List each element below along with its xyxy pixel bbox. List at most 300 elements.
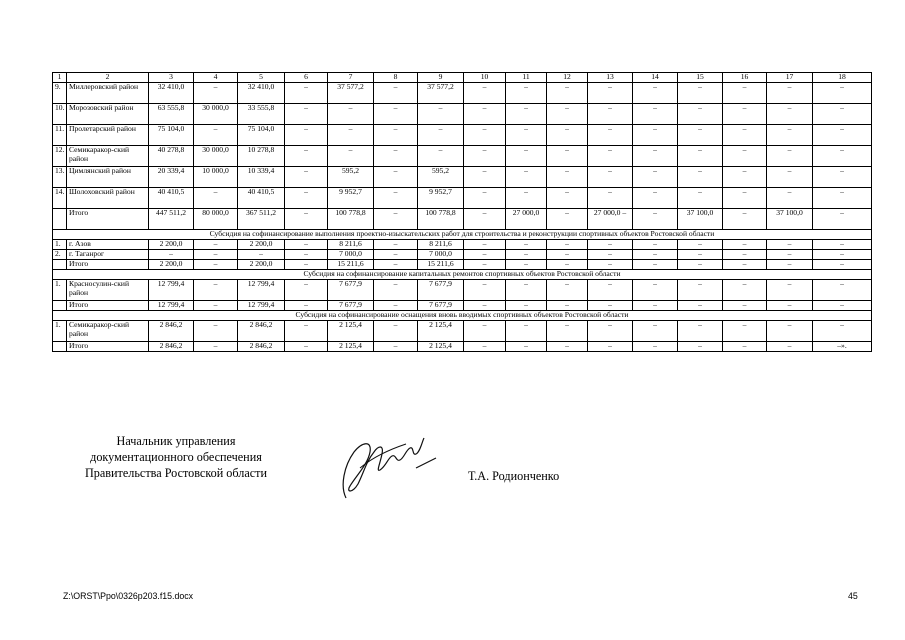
table-row [53, 125, 872, 146]
value-cell: – [723, 301, 767, 311]
value-cell: 37 100,0 [767, 209, 813, 230]
value-cell: – [464, 188, 506, 209]
table-row [53, 83, 872, 104]
row-name-cell: г. Таганрог [67, 250, 149, 260]
value-cell: – [767, 342, 813, 352]
value-cell: 37 577,2 [328, 83, 374, 104]
value-cell: – [547, 321, 588, 342]
value-cell: – [194, 83, 238, 104]
column-number-header: 3 [149, 73, 194, 83]
value-cell: – [194, 125, 238, 146]
value-cell: – [547, 167, 588, 188]
value-cell: – [678, 280, 723, 301]
value-cell: – [464, 167, 506, 188]
value-cell: – [374, 146, 418, 167]
row-name-cell: Шолоховский район [67, 188, 149, 209]
value-cell: – [678, 167, 723, 188]
value-cell: – [194, 321, 238, 342]
value-cell: – [194, 280, 238, 301]
value-cell: – [767, 260, 813, 270]
value-cell: – [328, 125, 374, 146]
value-cell: – [506, 342, 547, 352]
value-cell: – [813, 104, 872, 125]
value-cell: – [633, 83, 678, 104]
value-cell: – [723, 209, 767, 230]
value-cell: – [547, 146, 588, 167]
row-number-cell: 10. [53, 104, 67, 125]
column-number-header: 15 [678, 73, 723, 83]
value-cell: – [285, 342, 328, 352]
value-cell: – [506, 188, 547, 209]
value-cell: – [194, 188, 238, 209]
row-name-cell: Итого [67, 209, 149, 230]
value-cell: – [813, 250, 872, 260]
value-cell: – [813, 146, 872, 167]
value-cell: 12 799,4 [149, 280, 194, 301]
row-number-cell [53, 342, 67, 352]
value-cell: – [547, 240, 588, 250]
value-cell: – [547, 188, 588, 209]
value-cell: – [464, 342, 506, 352]
section-title: Субсидия на софинансирование капитальных ремонтов спортивных объектов Ростовской области [53, 270, 872, 280]
value-cell: – [506, 146, 547, 167]
value-cell: – [238, 250, 285, 260]
column-number-header: 10 [464, 73, 506, 83]
value-cell: 7 677,9 [418, 301, 464, 311]
value-cell: – [678, 260, 723, 270]
value-cell: – [813, 125, 872, 146]
value-cell: – [723, 104, 767, 125]
value-cell: – [547, 342, 588, 352]
value-cell: 40 410,5 [149, 188, 194, 209]
row-name-cell: Пролетарский район [67, 125, 149, 146]
value-cell: 27 000,0 – [588, 209, 633, 230]
value-cell: 63 555,8 [149, 104, 194, 125]
value-cell: – [678, 321, 723, 342]
column-number-header: 1 [53, 73, 67, 83]
value-cell: – [633, 146, 678, 167]
value-cell: – [547, 260, 588, 270]
value-cell: – [285, 260, 328, 270]
table-row [53, 146, 872, 167]
value-cell: – [506, 83, 547, 104]
value-cell: – [678, 250, 723, 260]
value-cell: – [633, 250, 678, 260]
value-cell: – [547, 125, 588, 146]
value-cell: – [506, 321, 547, 342]
value-cell: – [418, 146, 464, 167]
value-cell: – [464, 280, 506, 301]
value-cell: – [633, 260, 678, 270]
value-cell: – [633, 125, 678, 146]
value-cell: – [813, 209, 872, 230]
value-cell: 367 511,2 [238, 209, 285, 230]
value-cell: – [547, 209, 588, 230]
table-row [53, 209, 872, 230]
column-number-header: 13 [588, 73, 633, 83]
value-cell: – [328, 104, 374, 125]
value-cell: 12 799,4 [149, 301, 194, 311]
value-cell: 7 000,0 [418, 250, 464, 260]
value-cell: – [678, 301, 723, 311]
value-cell: 100 778,8 [328, 209, 374, 230]
row-name-cell: г. Азов [67, 240, 149, 250]
value-cell: 595,2 [418, 167, 464, 188]
value-cell: 32 410,0 [238, 83, 285, 104]
value-cell: – [813, 240, 872, 250]
row-number-cell: 1. [53, 321, 67, 342]
value-cell: 9 952,7 [418, 188, 464, 209]
value-cell: – [723, 240, 767, 250]
value-cell: 7 677,9 [328, 301, 374, 311]
value-cell: – [418, 104, 464, 125]
value-cell: – [464, 83, 506, 104]
value-cell: – [374, 104, 418, 125]
value-cell: – [588, 83, 633, 104]
value-cell: 2 125,4 [328, 321, 374, 342]
value-cell: – [285, 146, 328, 167]
value-cell: 8 211,6 [328, 240, 374, 250]
value-cell: – [506, 240, 547, 250]
value-cell: – [723, 250, 767, 260]
header-row [53, 73, 872, 83]
value-cell: – [328, 146, 374, 167]
value-cell: 40 410,5 [238, 188, 285, 209]
signer-name: Т.А. Родионченко [468, 469, 560, 483]
value-cell: – [633, 209, 678, 230]
value-cell: – [633, 240, 678, 250]
value-cell: – [678, 188, 723, 209]
value-cell: – [149, 250, 194, 260]
value-cell: – [194, 342, 238, 352]
value-cell: 12 799,4 [238, 301, 285, 311]
value-cell: 447 511,2 [149, 209, 194, 230]
column-number-header: 7 [328, 73, 374, 83]
value-cell: – [633, 188, 678, 209]
section-title: Субсидия на софинансирование выполнения проектно-изыскательских работ для строительства и реконструкции спортивных объектов Ростовской области [53, 230, 872, 240]
value-cell: 8 211,6 [418, 240, 464, 250]
value-cell: – [547, 250, 588, 260]
value-cell: – [723, 280, 767, 301]
row-name-cell: Итого [67, 260, 149, 270]
value-cell: – [633, 342, 678, 352]
section-header-row [53, 230, 872, 240]
row-number-cell: 9. [53, 83, 67, 104]
value-cell: – [285, 240, 328, 250]
value-cell: – [588, 301, 633, 311]
value-cell: – [633, 167, 678, 188]
value-cell: – [767, 250, 813, 260]
value-cell: 2 846,2 [238, 321, 285, 342]
value-cell: – [418, 125, 464, 146]
table-row [53, 301, 872, 311]
footer-file-path: Z:\ORST\Ppo\0326p203.f15.docx [63, 591, 194, 601]
value-cell: 2 125,4 [418, 342, 464, 352]
value-cell: – [194, 250, 238, 260]
value-cell: 2 846,2 [149, 321, 194, 342]
value-cell: 100 778,8 [418, 209, 464, 230]
row-number-cell: 1. [53, 240, 67, 250]
value-cell: 10 278,8 [238, 146, 285, 167]
value-cell: 10 339,4 [238, 167, 285, 188]
value-cell: – [678, 342, 723, 352]
table-row [53, 280, 872, 301]
value-cell: – [285, 188, 328, 209]
value-cell: – [678, 146, 723, 167]
value-cell: – [464, 125, 506, 146]
budget-table [52, 72, 872, 352]
value-cell: – [767, 146, 813, 167]
column-number-header: 8 [374, 73, 418, 83]
value-cell: – [723, 342, 767, 352]
column-number-header: 18 [813, 73, 872, 83]
value-cell: – [285, 104, 328, 125]
value-cell: – [813, 321, 872, 342]
value-cell: – [678, 125, 723, 146]
value-cell: – [588, 240, 633, 250]
value-cell: – [194, 301, 238, 311]
value-cell: – [767, 125, 813, 146]
section-header-row [53, 270, 872, 280]
value-cell: 75 104,0 [149, 125, 194, 146]
table-row [53, 167, 872, 188]
value-cell: – [285, 125, 328, 146]
row-name-cell: Красносулин-ский район [67, 280, 149, 301]
value-cell: – [374, 240, 418, 250]
row-name-cell: Семикаракор-ский район [67, 321, 149, 342]
value-cell: – [506, 104, 547, 125]
column-number-header: 12 [547, 73, 588, 83]
value-cell: – [723, 125, 767, 146]
value-cell: – [633, 301, 678, 311]
value-cell: – [464, 104, 506, 125]
value-cell: – [813, 83, 872, 104]
value-cell: – [588, 260, 633, 270]
value-cell: 80 000,0 [194, 209, 238, 230]
row-name-cell: Семикаракор-ский район [67, 146, 149, 167]
position-line: Правительства Ростовской области [84, 466, 268, 480]
row-number-cell [53, 209, 67, 230]
row-number-cell: 11. [53, 125, 67, 146]
signature-position [60, 433, 292, 481]
value-cell: – [285, 301, 328, 311]
column-number-header: 6 [285, 73, 328, 83]
table-row [53, 104, 872, 125]
value-cell: – [813, 260, 872, 270]
value-cell: – [285, 167, 328, 188]
value-cell: 15 211,6 [328, 260, 374, 270]
value-cell: – [506, 250, 547, 260]
value-cell: – [374, 280, 418, 301]
value-cell: – [588, 146, 633, 167]
value-cell: – [506, 280, 547, 301]
column-number-header: 11 [506, 73, 547, 83]
value-cell: 75 104,0 [238, 125, 285, 146]
value-cell: – [464, 301, 506, 311]
value-cell: 2 125,4 [418, 321, 464, 342]
value-cell: – [285, 209, 328, 230]
row-name-cell: Итого [67, 301, 149, 311]
value-cell: – [464, 240, 506, 250]
row-number-cell: 1. [53, 280, 67, 301]
row-name-cell: Итого [67, 342, 149, 352]
value-cell: – [194, 260, 238, 270]
value-cell: – [547, 280, 588, 301]
value-cell: – [374, 250, 418, 260]
value-cell: 20 339,4 [149, 167, 194, 188]
value-cell: 37 100,0 [678, 209, 723, 230]
row-number-cell [53, 301, 67, 311]
value-cell: 2 200,0 [149, 240, 194, 250]
value-cell: – [767, 188, 813, 209]
column-number-header: 2 [67, 73, 149, 83]
value-cell: – [767, 301, 813, 311]
value-cell: – [285, 321, 328, 342]
value-cell: – [194, 240, 238, 250]
value-cell: – [723, 83, 767, 104]
value-cell: – [767, 83, 813, 104]
value-cell: – [723, 146, 767, 167]
value-cell: – [285, 83, 328, 104]
value-cell: – [678, 83, 723, 104]
value-cell: – [588, 167, 633, 188]
table-row [53, 260, 872, 270]
position-line: Начальник управления [116, 434, 236, 448]
value-cell: – [285, 250, 328, 260]
value-cell: – [464, 250, 506, 260]
column-number-header: 16 [723, 73, 767, 83]
value-cell: 2 200,0 [238, 260, 285, 270]
table-row [53, 250, 872, 260]
row-number-cell: 2. [53, 250, 67, 260]
value-cell: – [374, 83, 418, 104]
table-row [53, 240, 872, 250]
value-cell: – [767, 280, 813, 301]
value-cell: – [374, 342, 418, 352]
value-cell: 32 410,0 [149, 83, 194, 104]
section-header-row [53, 311, 872, 321]
row-number-cell [53, 260, 67, 270]
value-cell: 7 677,9 [328, 280, 374, 301]
row-name-cell: Морозовский район [67, 104, 149, 125]
column-number-header: 14 [633, 73, 678, 83]
value-cell: – [588, 321, 633, 342]
value-cell: – [767, 240, 813, 250]
value-cell: – [767, 321, 813, 342]
value-cell: – [506, 260, 547, 270]
row-name-cell: Миллеровский район [67, 83, 149, 104]
column-number-header: 5 [238, 73, 285, 83]
value-cell: 40 278,8 [149, 146, 194, 167]
column-number-header: 17 [767, 73, 813, 83]
table-row [53, 321, 872, 342]
value-cell: – [374, 321, 418, 342]
value-cell: – [588, 188, 633, 209]
column-number-header: 9 [418, 73, 464, 83]
value-cell: – [678, 104, 723, 125]
value-cell: – [723, 321, 767, 342]
value-cell: 15 211,6 [418, 260, 464, 270]
value-cell: – [374, 167, 418, 188]
value-cell: – [723, 260, 767, 270]
value-cell: 2 200,0 [149, 260, 194, 270]
value-cell: 2 846,2 [149, 342, 194, 352]
value-cell: – [547, 83, 588, 104]
value-cell: – [374, 260, 418, 270]
value-cell: – [678, 240, 723, 250]
value-cell: – [374, 301, 418, 311]
value-cell: – [506, 167, 547, 188]
value-cell: – [813, 301, 872, 311]
value-cell: – [633, 280, 678, 301]
value-cell: 595,2 [328, 167, 374, 188]
value-cell: – [767, 104, 813, 125]
value-cell: – [506, 125, 547, 146]
value-cell: – [767, 167, 813, 188]
value-cell: – [506, 301, 547, 311]
value-cell: – [285, 280, 328, 301]
value-cell: 12 799,4 [238, 280, 285, 301]
value-cell: 2 200,0 [238, 240, 285, 250]
value-cell: –». [813, 342, 872, 352]
value-cell: – [723, 188, 767, 209]
value-cell: – [374, 188, 418, 209]
position-line: документационного обеспечения [90, 450, 262, 464]
value-cell: – [813, 167, 872, 188]
value-cell: – [464, 146, 506, 167]
value-cell: – [374, 209, 418, 230]
column-number-header: 4 [194, 73, 238, 83]
value-cell: – [588, 250, 633, 260]
table-row [53, 342, 872, 352]
row-number-cell: 14. [53, 188, 67, 209]
value-cell: – [633, 104, 678, 125]
value-cell: – [588, 280, 633, 301]
value-cell: 30 000,0 [194, 146, 238, 167]
value-cell: 10 000,0 [194, 167, 238, 188]
value-cell: 2 125,4 [328, 342, 374, 352]
value-cell: 33 555,8 [238, 104, 285, 125]
value-cell: – [374, 125, 418, 146]
row-number-cell: 13. [53, 167, 67, 188]
value-cell: 7 677,9 [418, 280, 464, 301]
value-cell: – [588, 342, 633, 352]
row-name-cell: Цимлянский район [67, 167, 149, 188]
value-cell: – [464, 260, 506, 270]
value-cell: – [547, 104, 588, 125]
row-number-cell: 12. [53, 146, 67, 167]
table-row [53, 188, 872, 209]
value-cell: 7 000,0 [328, 250, 374, 260]
value-cell: – [723, 167, 767, 188]
value-cell: 37 577,2 [418, 83, 464, 104]
value-cell: 9 952,7 [328, 188, 374, 209]
page-number: 45 [848, 591, 858, 601]
value-cell: – [813, 188, 872, 209]
value-cell: – [813, 280, 872, 301]
value-cell: – [588, 104, 633, 125]
value-cell: 2 846,2 [238, 342, 285, 352]
section-title: Субсидия на софинансирование оснащения вновь вводимых спортивных объектов Ростовской области [53, 311, 872, 321]
value-cell: – [633, 321, 678, 342]
value-cell: – [547, 301, 588, 311]
handwritten-signature [332, 428, 447, 506]
value-cell: – [588, 125, 633, 146]
value-cell: 30 000,0 [194, 104, 238, 125]
value-cell: – [464, 209, 506, 230]
value-cell: – [464, 321, 506, 342]
value-cell: 27 000,0 [506, 209, 547, 230]
